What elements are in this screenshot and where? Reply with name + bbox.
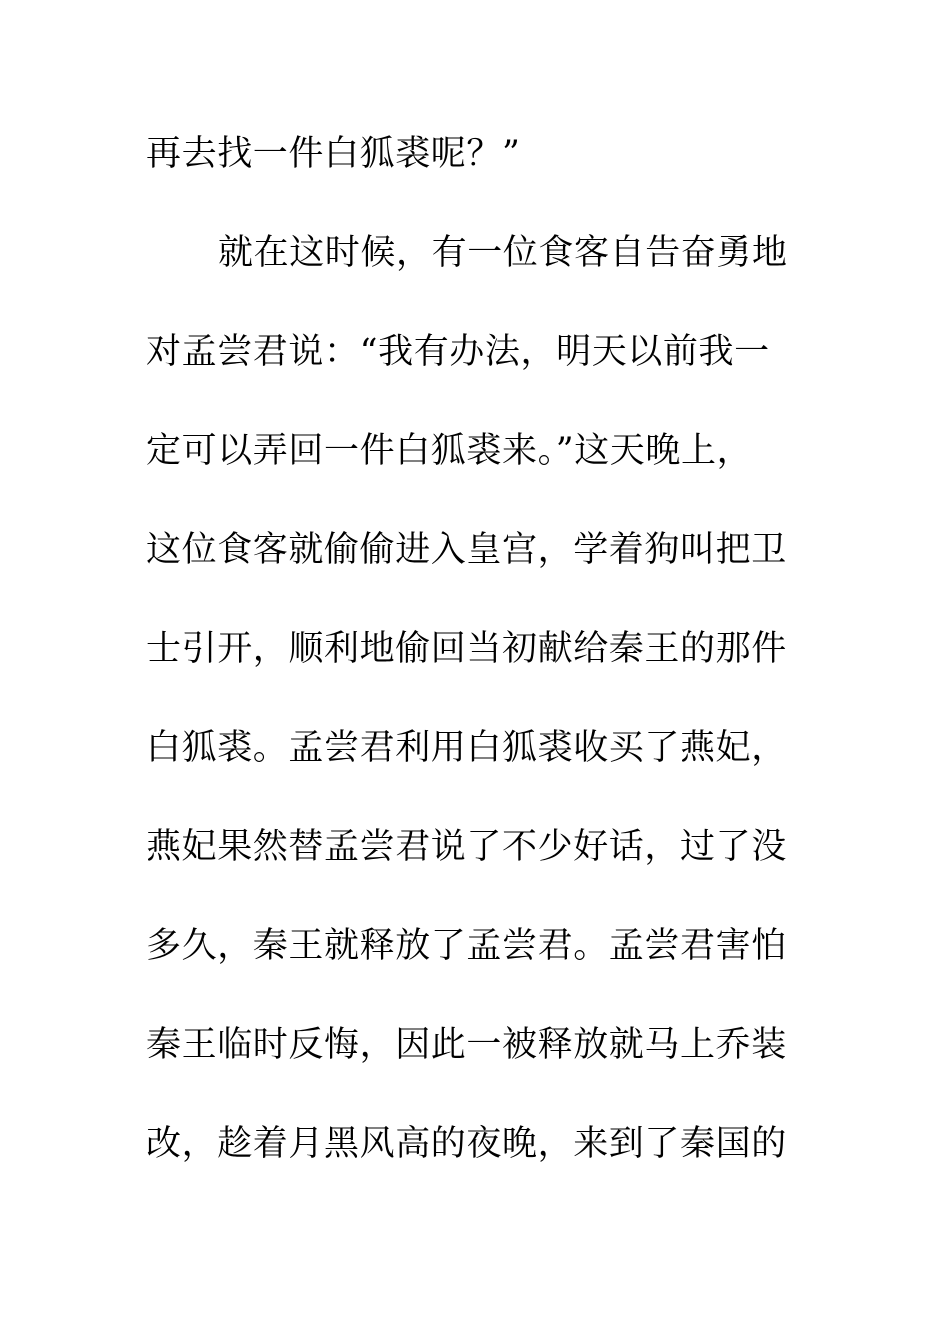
- text-line: 士引开，顺利地偷回当初献给秦王的那件: [146, 629, 787, 669]
- text-line: 白狐裘。孟尝君利用白狐裘收买了燕妃，: [146, 728, 787, 768]
- text-line: 改，趁着月黑风高的夜晚，来到了秦国的: [146, 1124, 787, 1164]
- text-line: 这位食客就偷偷进入皇宫，学着狗叫把卫: [146, 530, 787, 570]
- text-line: 对孟尝君说：“我有办法，明天以前我一: [146, 332, 770, 372]
- text-line: 燕妃果然替孟尝君说了不少好话，过了没: [146, 827, 787, 867]
- text-line: 多久，秦王就释放了孟尝君。孟尝君害怕: [146, 926, 787, 966]
- body-text: [146, 128, 808, 1217]
- text-line: 再去找一件白狐裘呢？”: [146, 134, 521, 174]
- text-line: 定可以弄回一件白狐裘来。”这天晚上，: [146, 431, 753, 471]
- paragraph-first-line: 就在这时候，有一位食客自告奋勇地: [218, 233, 788, 273]
- text-line: 秦王临时反悔，因此一被释放就马上乔装: [146, 1025, 787, 1065]
